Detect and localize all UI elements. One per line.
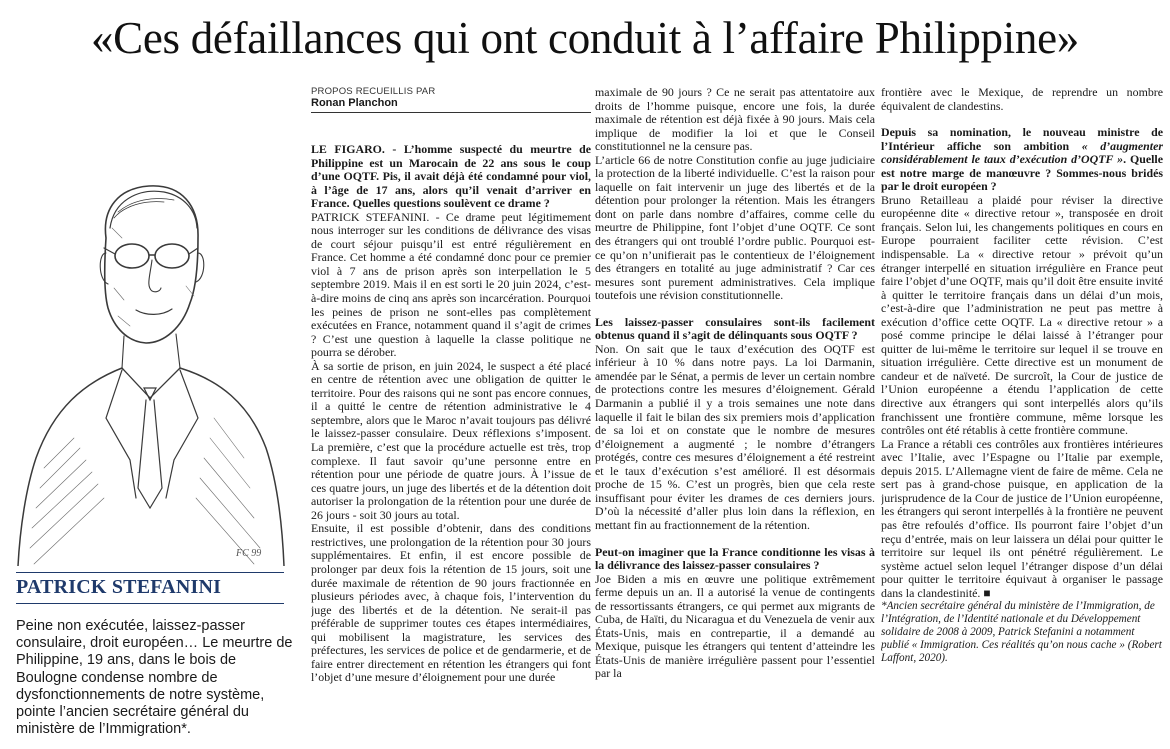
question-2: Les laissez-passer consulaires sont-ils facilement obtenus quand il s’agit de délinquants sous OQTF ?	[595, 314, 875, 343]
question-lead: LE FIGARO. -	[311, 142, 397, 156]
signature: FC 99	[236, 548, 262, 559]
question-text: L’homme suspecté du meurtre de Philippine est un Marocain de 22 ans sous le coup d’une OQTF. Pis, il avait déjà été condamné pour viol, à l’âge de 17 ans, alors qu’il venait d’arriver en France. Quelles questions soulèvent ce drame ?	[311, 142, 591, 211]
question-text: Depuis sa nomination, le nouveau ministre de l’Intérieur affiche son ambition	[881, 125, 1163, 153]
lede: Peine non exécutée, laissez-passer consulaire, droit européen… Le meurtre de Philippine, 19 ans, dans le bois de Boulogne condense nombre de dysfonctionnements de notre système, pointe l’ancien secrétaire général du ministère de l’Immigration*.	[16, 618, 293, 738]
question-quote: « d’augmenter considérablement le taux d’exécution d’OQTF »	[881, 138, 1163, 167]
paragraph: L’article 66 de notre Constitution confie au juge judiciaire la protection de la liberté individuelle. C’est la raison pour laquelle on fait intervenir un juge des libertés et de la détention pour prolonger la rétention. Mais les étrangers dont on parle dans nombre d’affaires, comme celle du meurtre de Philippine, font l’objet d’une OQTF. Ce sont des étrangers qui ont troublé l’ordre public. Pourquoi est-ce qu’on n’unifierait pas le contentieux de l’éloignement des étrangers en totalité au juge administratif ? Car ces mesures sont purement administratives. Cela implique toutefois une révision constitutionnelle.	[595, 152, 875, 303]
paragraph: maximale de 90 jours ? Ce ne serait pas attentatoire aux droits de l’homme puisque, encore une fois, la durée maximale de rétention est déjà fixée à 90 jours. Mais cela implique de modifier la loi et que le Conseil constitutionnel ne la censure pas.	[595, 86, 875, 154]
paragraph: La France a rétabli ces contrôles aux frontières intérieures avec l’Italie, avec l’Espagne ou l’Italie par exemple, depuis 2015. L’Allemagne vient de faire de même. Cela ne sert pas à grand-chose puisque, en application de la jurisprudence de la Cour de justice de l’Union européenne, les étrangers qui seront interpellés à la frontière ne peuvent pas être refoulés d’office. Ils pourront faire l’objet d’un reçu d’entrée, mais on leur laissera un délai pour quitter le territoire sur lequel ils ont pénétré régulièrement. Le système actuel selon lequel l’étranger dispose d’un délai pour quitter le territoire équivaut à organiser le passage dans la clandestinité. ■	[881, 436, 1163, 600]
name-rule-top	[16, 572, 284, 573]
byline-kicker: PROPOS RECUEILLIS PAR	[311, 86, 436, 97]
question-3: Peut-on imaginer que la France conditionne les visas à la délivrance des laissez-passer consulaires ?	[595, 544, 875, 573]
question-1	[311, 143, 591, 211]
answer-text: Ce drame peut légitimement nous interroger sur les conditions de délivrance des visas de court séjour puisqu’il est entré régulièrement en France. Cet homme a été condamné donc pour ce premier viol à 7 ans de prison après son interpellation le 5 septembre 2019. Mais il en est sorti le 20 juin 2024, c’est-à-dire moins de cinq ans après son incarcération. Pourquoi les peines de prison ne sont-elles pas complètement exécutées en France, notamment quand il s’agit de crimes ? C’est une question à laquelle la classe politique ne pourra se dérober.	[311, 209, 591, 360]
question-4	[881, 126, 1163, 194]
answer-1	[311, 211, 591, 360]
headline: «Ces défaillances qui ont conduit à l’affaire Philippine»	[90, 13, 1080, 63]
answer-3: Joe Biden a mis en œuvre une politique extrêmement ferme depuis un an. Il a autorisé la venue de contingents de ressortissants étrangers, ce qui permet aux migrants de Cuba, de Haïti, du Nicaragua et du Venezuela de venir aux États-Unis, mais en contrepartie, il a demandé au Mexique, puisque les étrangers qui tentent d’atteindre les États-Unis de manière irrégulière passent pour l’essentiel par la	[595, 571, 875, 681]
paragraph: Ensuite, il est possible d’obtenir, dans des conditions restrictives, une prolongation de la rétention pour 30 jours supplémentaires. Et enfin, il est encore possible de prolonger par deux fois la rétention de 15 jours, soit une durée maximale de rétention de 90 jours fractionnée en plusieurs périodes avec, à chaque fois, l’intervention du juge des libertés et de la détention. Ne serait-il pas préférable de supprimer toutes ces étapes intermédiaires, qui mobilisent la magistrature, les services des préfectures, les services de police et de gendarmerie, et de faire entrer directement en rétention les étrangers qui font l’objet d’une mesure d’éloignement pour une durée	[311, 521, 591, 685]
question-text: . Quelle est notre marge de manœuvre ? Sommes-nous bridés par le droit européen ?	[881, 152, 1163, 194]
portrait-illustration	[14, 88, 286, 566]
answer-4: Bruno Retailleau a plaidé pour réviser la directive européenne dite « directive retour », transposée en droit français. Selon lui, les changements politiques en cours en Europe pourraient faciliter cette révision. C’est indispensable. La « directive retour » prévoit qu’un étranger interpellé en situation irrégulière en France peut faire l’objet d’une OQTF, mais qu’il doit être ensuite invité à quitter le territoire français dans un délai d’un mois, c’est-à-dire que l’administration ne peut pas mettre à exécution d’office cette OQTF. La « directive retour » a posé comme principe le délai laissé à l’étranger pour quitter de lui-même le territoire sur lequel il se trouve en situation irrégulière. Cette directive est un monument de candeur et de naïveté. De surcroît, la Cour de justice de l’Union européenne a étendu l’application de cette directive aux étrangers qui sont interpellés alors qu’ils franchissent une frontière commune, même lorsque les contrôles ont été rétablis à cette frontière commune.	[881, 192, 1163, 438]
article-column-2	[595, 86, 875, 749]
person-name: PATRICK STEFANINI	[16, 576, 222, 598]
byline-author: Ronan Planchon	[311, 97, 591, 113]
article-column-1	[311, 86, 591, 749]
paragraph: frontière avec le Mexique, de reprendre un nombre équivalent de clandestins.	[881, 86, 1163, 113]
footnote: *Ancien secrétaire général du ministère de l’Immigration, de l’Intégration, de l’Identité nationale et du Développement solidaire de 2008 à 2009, Patrick Stefanini a notamment publié « Immigration. Ces réalités qu’on nous cache » (Robert Laffont, 2020).	[881, 600, 1162, 665]
pencil-sketch-portrait-icon	[14, 88, 286, 566]
answer-lead: PATRICK STEFANINI. -	[311, 209, 440, 224]
paragraph: À sa sortie de prison, en juin 2024, le suspect a été placé en centre de rétention avec une obligation de quitter le territoire. Pour des raisons qui ne sont pas encore connues, il a quitté le centre de rétention administrative le 4 septembre, alors que le Maroc n’avait toujours pas délivré le laissez-passer consulaire. Deux réflexions s’imposent. La première, c’est que la procédure actuelle est très, trop complexe. Il faut savoir qu’une personne entre en rétention pour une période de quatre jours. À l’issue de ces quatre jours, un juge des libertés et de la détention doit autoriser la prolongation de la rétention pour une durée de 26 jours - soit 30 jours au total.	[311, 358, 591, 522]
name-rule-bottom	[16, 603, 284, 604]
answer-2: Non. On sait que le taux d’exécution des OQTF est inférieur à 10 % dans notre pays. La loi Darmanin, amendée par le Sénat, a permis de lever un certain nombre de protections contre les mesures d’éloignement. Gérald Darmanin a publié il y a trois semaines une note dans laquelle il fait le bilan des six premiers mois d’application de sa loi et on constate que le nombre de mesures d’éloignement a augmenté ; le nombre d’étrangers protégés, contre ces mesures d’éloignement a été restreint et le taux d’exécution s’est amélioré. Il est désormais proche de 15 %. C’est un progrès, bien que cela reste insuffisant pour éviter les drames de ces derniers jours. D’où la nécessité d’aller plus loin dans la réflexion, en mettant fin au fractionnement de la rétention.	[595, 341, 875, 532]
article-column-3	[881, 86, 1163, 749]
